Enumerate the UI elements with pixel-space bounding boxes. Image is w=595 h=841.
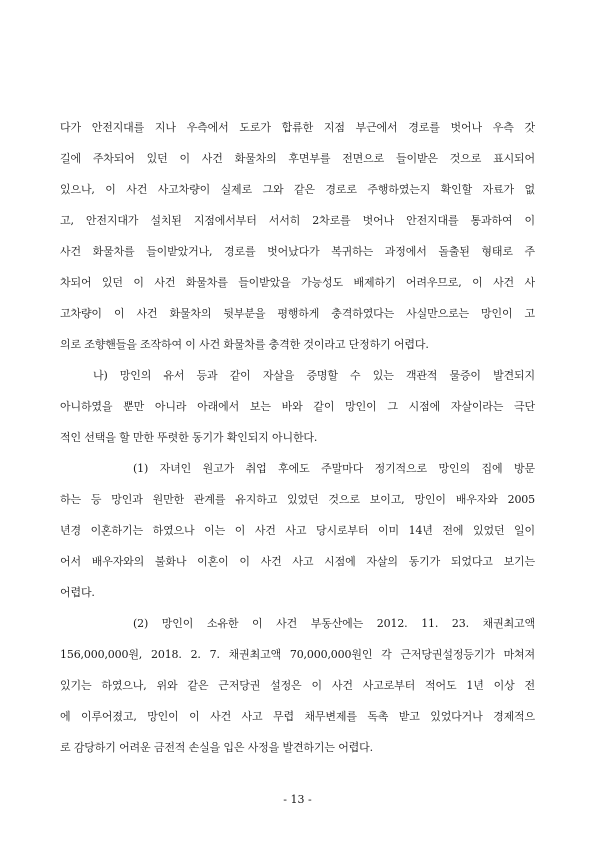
body-text-line: 고차량이 이 사건 화물차의 뒷부분을 평행하게 충격하였다는 사실만으로는 망인이 고 <box>60 307 535 320</box>
body-text-line: 아니하였을 뿐만 아니라 아래에서 보는 바와 같이 망인이 그 시점에 자살이라는 극단 <box>60 400 535 413</box>
body-text-line: 156,000,000원, 2018. 2. 7. 채권최고액 70,000,000원인 각 근저당권설정등기가 마쳐져 <box>60 648 535 661</box>
body-text-line: 나) 망인의 유서 등과 같이 자살을 증명할 수 있는 객관적 물증이 발견되지 <box>93 369 535 382</box>
body-text-line: 의로 조향핸들을 조작하여 이 사건 화물차를 충격한 것이라고 단정하기 어렵다. <box>60 338 429 351</box>
body-text-line: 년경 이혼하기는 하였으나 이는 이 사건 사고 당시로부터 이미 14년 전에 있었던 일이 <box>60 524 535 537</box>
body-text-line: 어렵다. <box>60 586 95 599</box>
body-text-line: 어서 배우자와의 불화나 이혼이 이 사건 사고 시점에 자살의 동기가 되었다고 보기는 <box>60 555 535 568</box>
body-text-line: 있으나, 이 사건 사고차량이 실제로 그와 같은 경로로 주행하였는지 확인할 자료가 없 <box>60 183 535 196</box>
body-text-line: 에 이루어졌고, 망인이 이 사건 사고 무렵 채무변제를 독촉 받고 있었다거나 경제적으 <box>60 710 535 723</box>
body-text-line: 적인 선택을 할 만한 뚜렷한 동기가 확인되지 아니한다. <box>60 431 318 444</box>
body-text-line: 하는 등 망인과 원만한 관계를 유지하고 있었던 것으로 보이고, 망인이 배우자와 2005 <box>60 493 535 506</box>
body-text-line: 있기는 하였으나, 위와 같은 근저당권 설정은 이 사건 사고로부터 적어도 1년 이상 전 <box>60 679 535 692</box>
body-text-line: 로 감당하기 어려운 금전적 손실을 입은 사정을 발견하기는 어렵다. <box>60 741 373 754</box>
body-text-line: 다가 안전지대를 지나 우측에서 도로가 합류한 지점 부근에서 경로를 벗어나 우측 갓 <box>60 121 535 134</box>
body-text-line: 고, 안전지대가 설치된 지점에서부터 서서히 2차로를 벗어나 안전지대를 통과하여 이 <box>60 214 535 227</box>
body-text-line: 사건 화물차를 들이받았거나, 경로를 벗어났다가 복귀하는 과정에서 돌출된 형태로 주 <box>60 245 535 258</box>
body-text-line: 길에 주차되어 있던 이 사건 화물차의 후면부를 전면으로 들이받은 것으로 표시되어 <box>60 152 535 165</box>
page-number: - 13 - <box>283 793 312 806</box>
body-text-line: (1) 자녀인 원고가 취업 후에도 주말마다 정기적으로 망인의 집에 방문 <box>133 462 535 475</box>
body-text-line: 차되어 있던 이 사건 화물차를 들이받았을 가능성도 배제하기 어려우므로, 이 사건 사 <box>60 276 535 289</box>
body-text-line: (2) 망인이 소유한 이 사건 부동산에는 2012. 11. 23. 채권최고액 <box>133 617 535 630</box>
